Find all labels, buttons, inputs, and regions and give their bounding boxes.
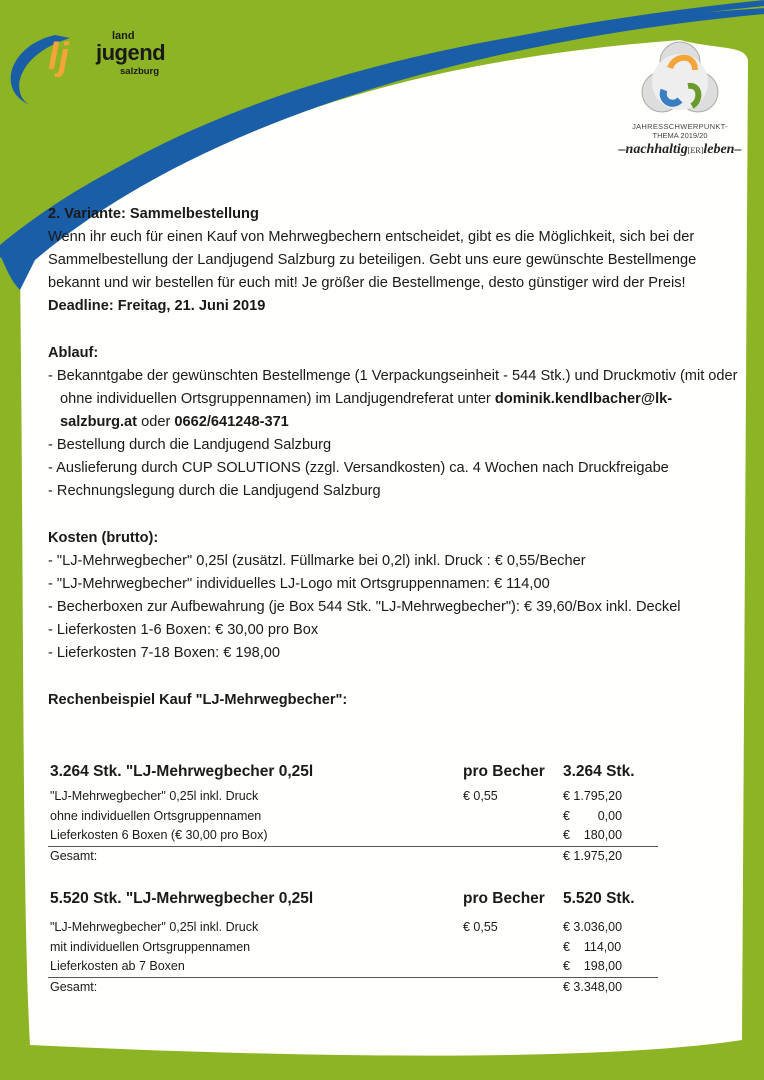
list-text: - Bekanntgabe der gewünschten Bestellmenge (1 Verpackungseinheit - 544 Stk.) und Druckmotiv (mit oder ohne individuellen Ortsgruppennamen) im Landjugendreferat unter [48,368,738,407]
ablauf-heading: Ablauf: [48,345,99,361]
cell: € 0,00 [563,808,623,823]
list-item: - Bestellung durch die Landjugend Salzburg [48,437,332,453]
cell: ohne individuellen Ortsgruppennamen [50,808,262,823]
cell: € 0,55 [463,920,498,934]
section-heading: 2. Variante: Sammelbestellung [48,206,259,222]
cell: € 114,00 [563,939,622,954]
cell: Gesamt: [50,979,98,994]
cell: € 3.036,00 [563,920,623,934]
table-row [48,957,658,977]
list-item: - Rechnungslegung durch die Landjugend Salzburg [48,483,381,499]
kosten-heading: Kosten (brutto): [48,530,159,546]
deadline: Deadline: Freitag, 21. Juni 2019 [48,298,266,314]
cell: € 0,55 [463,789,498,803]
calc-table-1 [48,763,658,866]
intro-paragraph: Wenn ihr euch für einen Kauf von Mehrwegbechern entscheidet, gibt es die Möglichkeit, sich bei der Sammelbestellung der Landjugend Salzburg zu beteiligen. Gebt uns eure gewünschte Bestellmenge bekannt und wir bestellen für euch mit! Je größer die Bestellmenge, desto günstiger wird der Preis! [48,229,697,291]
table-row [48,918,658,938]
logo-text-jugend: jugend [96,40,166,65]
cell: € 1.975,20 [563,848,623,863]
motto-part: leben [703,142,735,157]
sustainability-seal-icon [640,40,720,118]
header-cell: 5.520 Stk. "LJ-Mehrwegbecher 0,25l [50,890,314,907]
table-row [48,787,658,807]
logo-text-salzburg: salzburg [120,66,160,77]
list-item: - Lieferkosten 1-6 Boxen: € 30,00 pro Box [48,622,319,638]
cell: € 1.795,20 [563,789,623,803]
document-body [48,203,744,712]
header-cell: pro Becher [463,763,545,780]
cell: "LJ-Mehrwegbecher" 0,25l inkl. Druck [50,789,259,803]
table-row [48,807,658,827]
total-row [48,846,658,867]
list-text: oder [137,414,175,430]
table-header [48,890,658,918]
list-item: - Lieferkosten 7-18 Boxen: € 198,00 [48,645,281,661]
list-item [48,365,744,434]
list-item: - "LJ-Mehrwegbecher" individuelles LJ-Logo mit Ortsgruppennamen: € 114,00 [48,576,550,592]
lj-letters: lj [48,36,70,78]
motto-part: nachhaltig [625,142,688,157]
badge-motto: –nachhaltig[ER]leben– [618,142,742,157]
cell: € 198,00 [563,959,623,973]
badge-line2: THEMA 2019/20 [652,131,708,140]
cell: Lieferkosten ab 7 Boxen [50,959,185,973]
table-row [48,938,658,958]
logo-text-land: land [112,30,135,42]
total-row [48,977,658,998]
header-cell: 5.520 Stk. [563,890,635,907]
cell: € 180,00 [563,828,623,842]
list-item: - Becherboxen zur Aufbewahrung (je Box 544 Stk. "LJ-Mehrwegbecher"): € 39,60/Box inkl. Deckel [48,599,681,615]
phone-number: 0662/641248-371 [174,414,289,430]
motto-part: [ER] [687,146,704,155]
email-link[interactable]: dominik.kendlbacher@lk-salzburg.at [60,391,673,430]
badge-line1: JAHRESSCHWERPUNKT- [632,122,728,131]
cell: mit individuellen Ortsgruppennamen [50,939,251,954]
cell: "LJ-Mehrwegbecher" 0,25l inkl. Druck [50,920,259,934]
header-cell: pro Becher [463,890,545,907]
table-row [48,826,658,846]
list-item: - "LJ-Mehrwegbecher" 0,25l (zusätzl. Füllmarke bei 0,2l) inkl. Druck : € 0,55/Becher [48,553,586,569]
landjugend-logo [40,28,180,88]
header-cell: 3.264 Stk. [563,763,635,780]
theme-badge [610,40,750,158]
list-item: - Auslieferung durch CUP SOLUTIONS (zzgl. Versandkosten) ca. 4 Wochen nach Druckfreigabe [48,460,669,476]
table-header [48,763,658,787]
calc-table-2 [48,890,658,997]
cell: Lieferkosten 6 Boxen (€ 30,00 pro Box) [50,828,268,842]
cell: Gesamt: [50,848,98,863]
header-cell: 3.264 Stk. "LJ-Mehrwegbecher 0,25l [50,763,314,780]
example-heading: Rechenbeispiel Kauf "LJ-Mehrwegbecher": [48,692,348,708]
cell: € 3.348,00 [563,979,623,994]
